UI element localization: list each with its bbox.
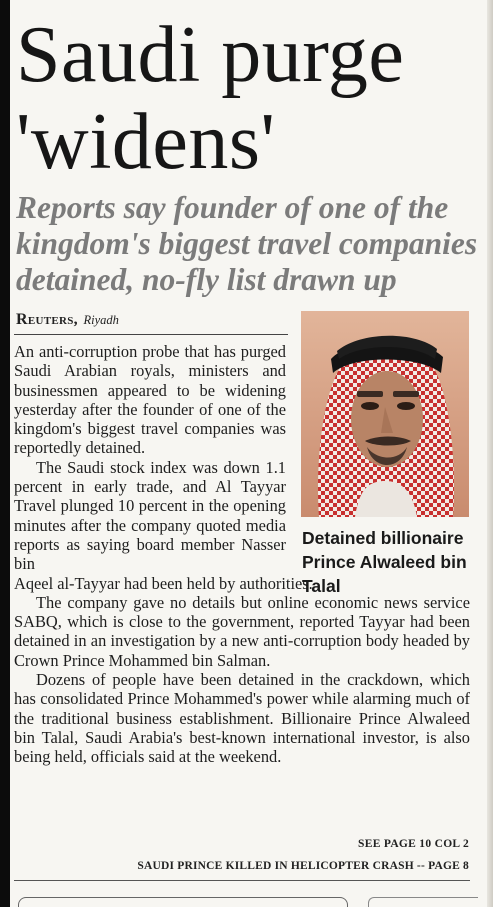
headline-line-2: 'widens' <box>16 98 276 186</box>
headline <box>16 12 486 186</box>
article-paragraph-2: The Saudi stock index was down 1.1 percent in early trade, and Al Tayyar Travel plunged 10 percent in the opening minutes after the company quoted media reports as saying board member Nasser bin <box>14 457 286 574</box>
subheadline <box>16 190 486 298</box>
related-story-link[interactable]: SAUDI PRINCE KILLED IN HELICOPTER CRASH -- PAGE 8 <box>137 860 469 872</box>
subhead-line-3: detained, no-fly list drawn up <box>16 262 397 297</box>
next-article-box <box>18 897 348 907</box>
article-paragraph-1: An anti-corruption probe that has purged Saudi Arabian royals, ministers and businessmen appeared to be widening yesterday after the founder of one of the kingdom's biggest travel companies was reportedly detained. <box>14 342 286 458</box>
article-paragraph-2-continued: Aqeel al-Tayyar had been held by authorities. <box>14 573 313 593</box>
byline-divider <box>14 334 288 335</box>
page-left-edge <box>0 0 10 907</box>
article-paragraph-3: The company gave no details but online economic news service SABQ, which is close to the government, reported Tayyar had been detained in an investigation by a new anti-corruption body headed by Crown Prince Mohammed bin Salman. <box>14 592 470 670</box>
photo-caption: Detained billionaire Prince Alwaleed bin Talal <box>302 528 467 596</box>
byline-agency: Reuters, <box>16 311 78 328</box>
article-paragraph-4: Dozens of people have been detained in the crackdown, which has consolidated Prince Mohammed's power while alarming much of the traditional business establishment. Billionaire Prince Alwaleed bin Talal, Saudi Arabia's best-known international investor, is also being held, officials said at the weekend. <box>14 670 470 767</box>
portrait-photo <box>301 311 469 517</box>
subhead-line-1: Reports say founder of one of the <box>16 190 449 225</box>
subhead-line-2: kingdom's biggest travel companies <box>16 226 478 261</box>
bottom-divider <box>14 880 470 881</box>
portrait-illustration <box>301 311 469 517</box>
headline-line-1: Saudi purge <box>16 11 405 99</box>
next-article-box-right <box>368 897 478 907</box>
byline-city: Riyadh <box>83 313 119 327</box>
byline <box>16 311 288 329</box>
see-page-link[interactable]: SEE PAGE 10 COL 2 <box>358 838 469 850</box>
page-right-edge <box>487 0 493 907</box>
